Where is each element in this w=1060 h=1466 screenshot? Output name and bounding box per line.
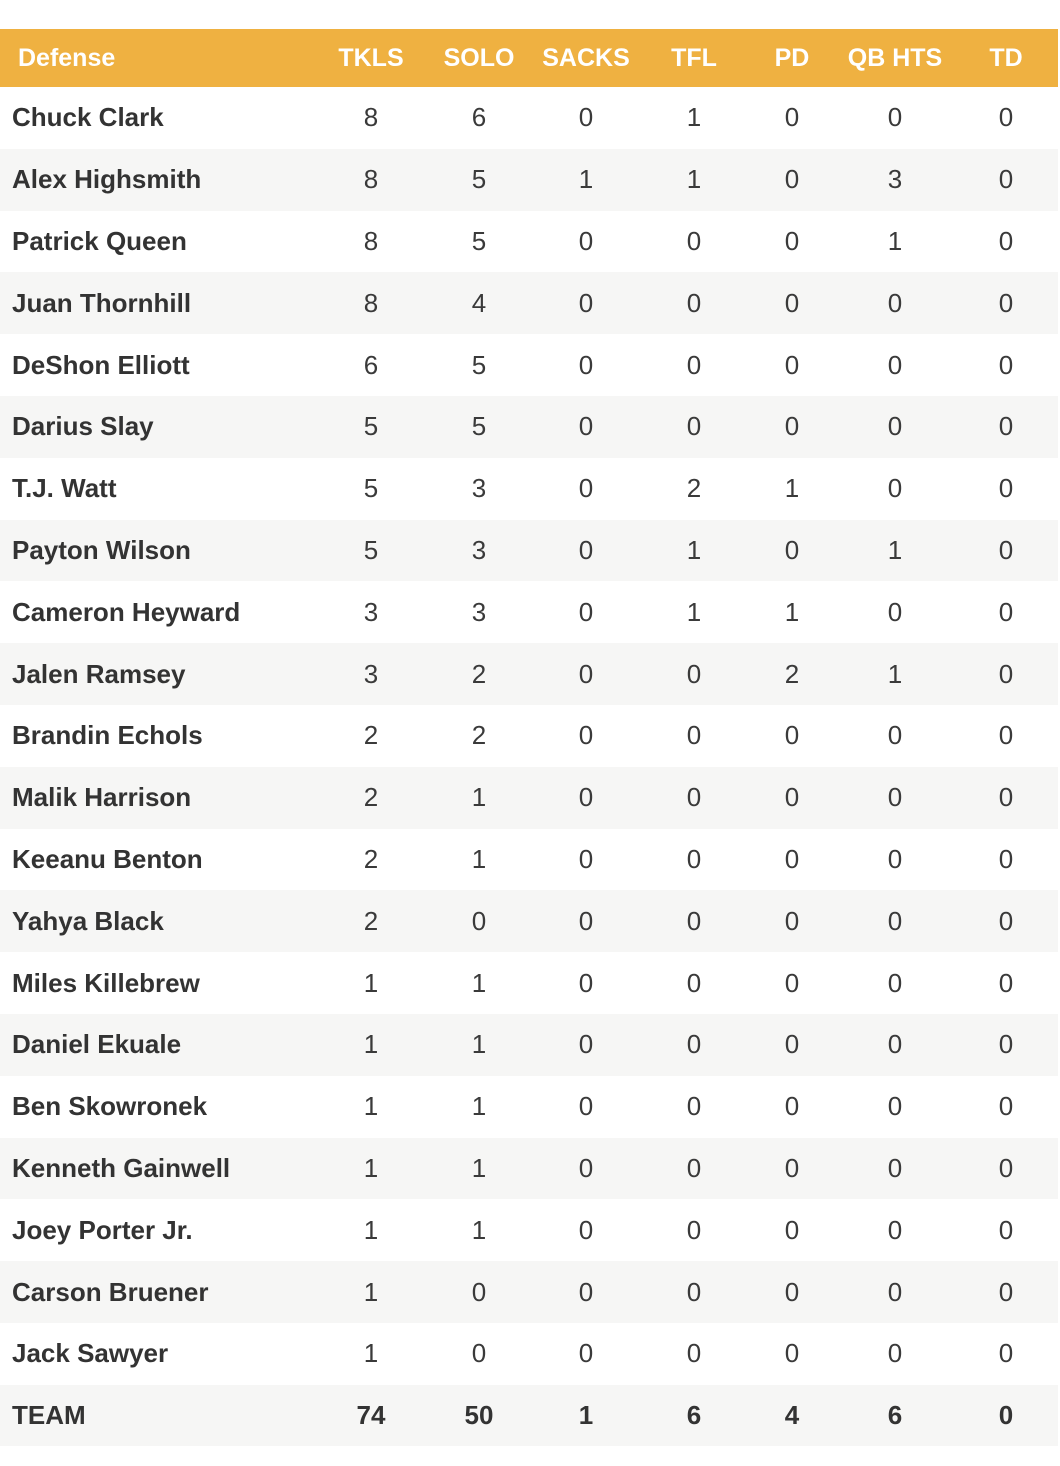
solo-cell: 1 — [471, 967, 487, 998]
td-cell: 0 — [998, 1091, 1014, 1122]
qb-hts-cell: 0 — [887, 1338, 903, 1369]
pd-cell: 0 — [784, 1276, 800, 1307]
pd-cell: 0 — [784, 967, 800, 998]
td-cell: 0 — [998, 287, 1014, 318]
td-cell: 0 — [998, 782, 1014, 813]
header-pd: PD — [774, 43, 810, 72]
table-row — [0, 1199, 1058, 1261]
table-row — [0, 87, 1058, 149]
qb-hts-cell: 0 — [887, 1091, 903, 1122]
table-row — [0, 272, 1058, 334]
player-name: Chuck Clark — [12, 102, 164, 133]
team-qb-hts: 6 — [887, 1399, 903, 1430]
team-tfl: 6 — [686, 1399, 702, 1430]
table-body — [0, 87, 1058, 1385]
header-solo: SOLO — [443, 43, 515, 72]
tkls-cell: 1 — [363, 1091, 379, 1122]
tfl-cell: 0 — [686, 225, 702, 256]
td-cell: 0 — [998, 596, 1014, 627]
sacks-cell: 0 — [578, 534, 594, 565]
tfl-cell: 0 — [686, 1091, 702, 1122]
defense-stats-table — [0, 29, 1058, 1446]
player-name: T.J. Watt — [12, 473, 117, 504]
tfl-cell: 0 — [686, 658, 702, 689]
header-qb-hts: QB HTS — [847, 43, 943, 72]
tfl-cell: 0 — [686, 1029, 702, 1060]
pd-cell: 0 — [784, 349, 800, 380]
solo-cell: 5 — [471, 225, 487, 256]
tkls-cell: 1 — [363, 1152, 379, 1183]
sacks-cell: 0 — [578, 225, 594, 256]
sacks-cell: 0 — [578, 1091, 594, 1122]
solo-cell: 1 — [471, 1091, 487, 1122]
sacks-cell: 0 — [578, 349, 594, 380]
solo-cell: 1 — [471, 1214, 487, 1245]
qb-hts-cell: 1 — [887, 225, 903, 256]
solo-cell: 3 — [471, 473, 487, 504]
qb-hts-cell: 1 — [887, 534, 903, 565]
sacks-cell: 0 — [578, 905, 594, 936]
table-row — [0, 334, 1058, 396]
table-row — [0, 520, 1058, 582]
solo-cell: 2 — [471, 720, 487, 751]
sacks-cell: 0 — [578, 782, 594, 813]
tkls-cell: 3 — [363, 658, 379, 689]
table-footer — [0, 1385, 1058, 1446]
qb-hts-cell: 0 — [887, 1276, 903, 1307]
pd-cell: 0 — [784, 720, 800, 751]
td-cell: 0 — [998, 225, 1014, 256]
player-name: Yahya Black — [12, 905, 164, 936]
table-row — [0, 1323, 1058, 1385]
header-defense: Defense — [18, 43, 116, 72]
player-name: Jalen Ramsey — [12, 658, 186, 689]
sacks-cell: 0 — [578, 1338, 594, 1369]
pd-cell: 0 — [784, 225, 800, 256]
pd-cell: 0 — [784, 1091, 800, 1122]
td-cell: 0 — [998, 1152, 1014, 1183]
tkls-cell: 1 — [363, 1029, 379, 1060]
table-row — [0, 458, 1058, 520]
qb-hts-cell: 0 — [887, 473, 903, 504]
pd-cell: 0 — [784, 1338, 800, 1369]
table-row — [0, 890, 1058, 952]
sacks-cell: 0 — [578, 1029, 594, 1060]
td-cell: 0 — [998, 905, 1014, 936]
tfl-cell: 0 — [686, 782, 702, 813]
qb-hts-cell: 0 — [887, 782, 903, 813]
player-name: Malik Harrison — [12, 782, 192, 813]
pd-cell: 0 — [784, 287, 800, 318]
sacks-cell: 0 — [578, 102, 594, 133]
tkls-cell: 2 — [363, 782, 379, 813]
tkls-cell: 5 — [363, 411, 379, 442]
pd-cell: 1 — [784, 473, 800, 504]
tkls-cell: 8 — [363, 102, 379, 133]
solo-cell: 5 — [471, 349, 487, 380]
player-name: Carson Bruener — [12, 1276, 209, 1307]
solo-cell: 4 — [471, 287, 487, 318]
tfl-cell: 0 — [686, 905, 702, 936]
tkls-cell: 3 — [363, 596, 379, 627]
solo-cell: 1 — [471, 1152, 487, 1183]
player-name: Kenneth Gainwell — [12, 1152, 231, 1183]
qb-hts-cell: 0 — [887, 287, 903, 318]
tfl-cell: 0 — [686, 720, 702, 751]
team-tkls: 74 — [356, 1399, 386, 1430]
tkls-cell: 5 — [363, 534, 379, 565]
solo-cell: 6 — [471, 102, 487, 133]
table-row — [0, 1014, 1058, 1076]
qb-hts-cell: 0 — [887, 596, 903, 627]
table-row — [0, 1138, 1058, 1200]
solo-cell: 1 — [471, 782, 487, 813]
sacks-cell: 0 — [578, 287, 594, 318]
pd-cell: 2 — [784, 658, 800, 689]
header-row — [0, 29, 1058, 87]
table-row — [0, 1076, 1058, 1138]
sacks-cell: 0 — [578, 843, 594, 874]
solo-cell: 0 — [471, 1276, 487, 1307]
player-name: Payton Wilson — [12, 534, 191, 565]
td-cell: 0 — [998, 164, 1014, 195]
tfl-cell: 0 — [686, 287, 702, 318]
player-name: Cameron Heyward — [12, 596, 241, 627]
solo-cell: 1 — [471, 843, 487, 874]
solo-cell: 5 — [471, 411, 487, 442]
header-tkls: TKLS — [338, 43, 404, 72]
sacks-cell: 0 — [578, 596, 594, 627]
player-name: Alex Highsmith — [12, 164, 202, 195]
qb-hts-cell: 0 — [887, 967, 903, 998]
td-cell: 0 — [998, 534, 1014, 565]
td-cell: 0 — [998, 967, 1014, 998]
tfl-cell: 1 — [686, 534, 702, 565]
tfl-cell: 0 — [686, 349, 702, 380]
tkls-cell: 6 — [363, 349, 379, 380]
qb-hts-cell: 0 — [887, 1152, 903, 1183]
solo-cell: 3 — [471, 596, 487, 627]
tfl-cell: 0 — [686, 967, 702, 998]
sacks-cell: 0 — [578, 473, 594, 504]
td-cell: 0 — [998, 1214, 1014, 1245]
header-td: TD — [989, 43, 1023, 72]
qb-hts-cell: 0 — [887, 843, 903, 874]
team-td: 0 — [998, 1399, 1014, 1430]
pd-cell: 0 — [784, 1152, 800, 1183]
pd-cell: 1 — [784, 596, 800, 627]
qb-hts-cell: 0 — [887, 1214, 903, 1245]
tkls-cell: 5 — [363, 473, 379, 504]
td-cell: 0 — [998, 473, 1014, 504]
tkls-cell: 8 — [363, 287, 379, 318]
qb-hts-cell: 0 — [887, 1029, 903, 1060]
solo-cell: 0 — [471, 1338, 487, 1369]
table-row — [0, 581, 1058, 643]
pd-cell: 0 — [784, 164, 800, 195]
td-cell: 0 — [998, 720, 1014, 751]
sacks-cell: 0 — [578, 658, 594, 689]
td-cell: 0 — [998, 1276, 1014, 1307]
pd-cell: 0 — [784, 534, 800, 565]
player-name: Juan Thornhill — [12, 287, 192, 318]
tkls-cell: 8 — [363, 164, 379, 195]
sacks-cell: 0 — [578, 720, 594, 751]
tkls-cell: 2 — [363, 905, 379, 936]
pd-cell: 0 — [784, 1214, 800, 1245]
player-name: Brandin Echols — [12, 720, 203, 751]
header-tfl: TFL — [671, 43, 717, 72]
pd-cell: 0 — [784, 411, 800, 442]
table-header — [0, 29, 1058, 87]
tfl-cell: 0 — [686, 1152, 702, 1183]
player-name: Daniel Ekuale — [12, 1029, 182, 1060]
pd-cell: 0 — [784, 1029, 800, 1060]
qb-hts-cell: 0 — [887, 905, 903, 936]
tkls-cell: 1 — [363, 1214, 379, 1245]
tfl-cell: 0 — [686, 411, 702, 442]
pd-cell: 0 — [784, 905, 800, 936]
tkls-cell: 8 — [363, 225, 379, 256]
td-cell: 0 — [998, 411, 1014, 442]
table-row — [0, 952, 1058, 1014]
table-row — [0, 829, 1058, 891]
table-row — [0, 767, 1058, 829]
player-name: Jack Sawyer — [12, 1338, 169, 1369]
defense-stats-table-container — [0, 29, 1058, 1446]
td-cell: 0 — [998, 1029, 1014, 1060]
pd-cell: 0 — [784, 782, 800, 813]
tfl-cell: 0 — [686, 1214, 702, 1245]
team-sacks: 1 — [578, 1399, 594, 1430]
sacks-cell: 0 — [578, 411, 594, 442]
tfl-cell: 0 — [686, 1276, 702, 1307]
tkls-cell: 1 — [363, 1276, 379, 1307]
tkls-cell: 2 — [363, 843, 379, 874]
table-row — [0, 643, 1058, 705]
player-name: Joey Porter Jr. — [12, 1214, 193, 1245]
td-cell: 0 — [998, 843, 1014, 874]
team-solo: 50 — [464, 1399, 494, 1430]
solo-cell: 0 — [471, 905, 487, 936]
sacks-cell: 0 — [578, 1214, 594, 1245]
qb-hts-cell: 1 — [887, 658, 903, 689]
solo-cell: 1 — [471, 1029, 487, 1060]
table-row — [0, 705, 1058, 767]
team-total-row — [0, 1385, 1058, 1446]
td-cell: 0 — [998, 658, 1014, 689]
player-name: Keeanu Benton — [12, 843, 203, 874]
team-label: TEAM — [12, 1399, 86, 1430]
tkls-cell: 1 — [363, 967, 379, 998]
tfl-cell: 0 — [686, 1338, 702, 1369]
table-row — [0, 211, 1058, 273]
qb-hts-cell: 0 — [887, 411, 903, 442]
tkls-cell: 2 — [363, 720, 379, 751]
player-name: Patrick Queen — [12, 225, 187, 256]
qb-hts-cell: 0 — [887, 349, 903, 380]
solo-cell: 5 — [471, 164, 487, 195]
sacks-cell: 0 — [578, 967, 594, 998]
player-name: Ben Skowronek — [12, 1091, 208, 1122]
header-sacks: SACKS — [542, 43, 630, 72]
sacks-cell: 0 — [578, 1276, 594, 1307]
qb-hts-cell: 0 — [887, 102, 903, 133]
tkls-cell: 1 — [363, 1338, 379, 1369]
table-row — [0, 396, 1058, 458]
tfl-cell: 2 — [686, 473, 702, 504]
tfl-cell: 1 — [686, 102, 702, 133]
player-name: Darius Slay — [12, 411, 154, 442]
sacks-cell: 1 — [578, 164, 594, 195]
tfl-cell: 1 — [686, 596, 702, 627]
qb-hts-cell: 3 — [887, 164, 903, 195]
pd-cell: 0 — [784, 843, 800, 874]
player-name: Miles Killebrew — [12, 967, 200, 998]
tfl-cell: 0 — [686, 843, 702, 874]
qb-hts-cell: 0 — [887, 720, 903, 751]
td-cell: 0 — [998, 1338, 1014, 1369]
solo-cell: 3 — [471, 534, 487, 565]
solo-cell: 2 — [471, 658, 487, 689]
player-name: DeShon Elliott — [12, 349, 190, 380]
sacks-cell: 0 — [578, 1152, 594, 1183]
td-cell: 0 — [998, 102, 1014, 133]
tfl-cell: 1 — [686, 164, 702, 195]
table-row — [0, 149, 1058, 211]
td-cell: 0 — [998, 349, 1014, 380]
pd-cell: 0 — [784, 102, 800, 133]
table-row — [0, 1261, 1058, 1323]
team-pd: 4 — [784, 1399, 800, 1430]
